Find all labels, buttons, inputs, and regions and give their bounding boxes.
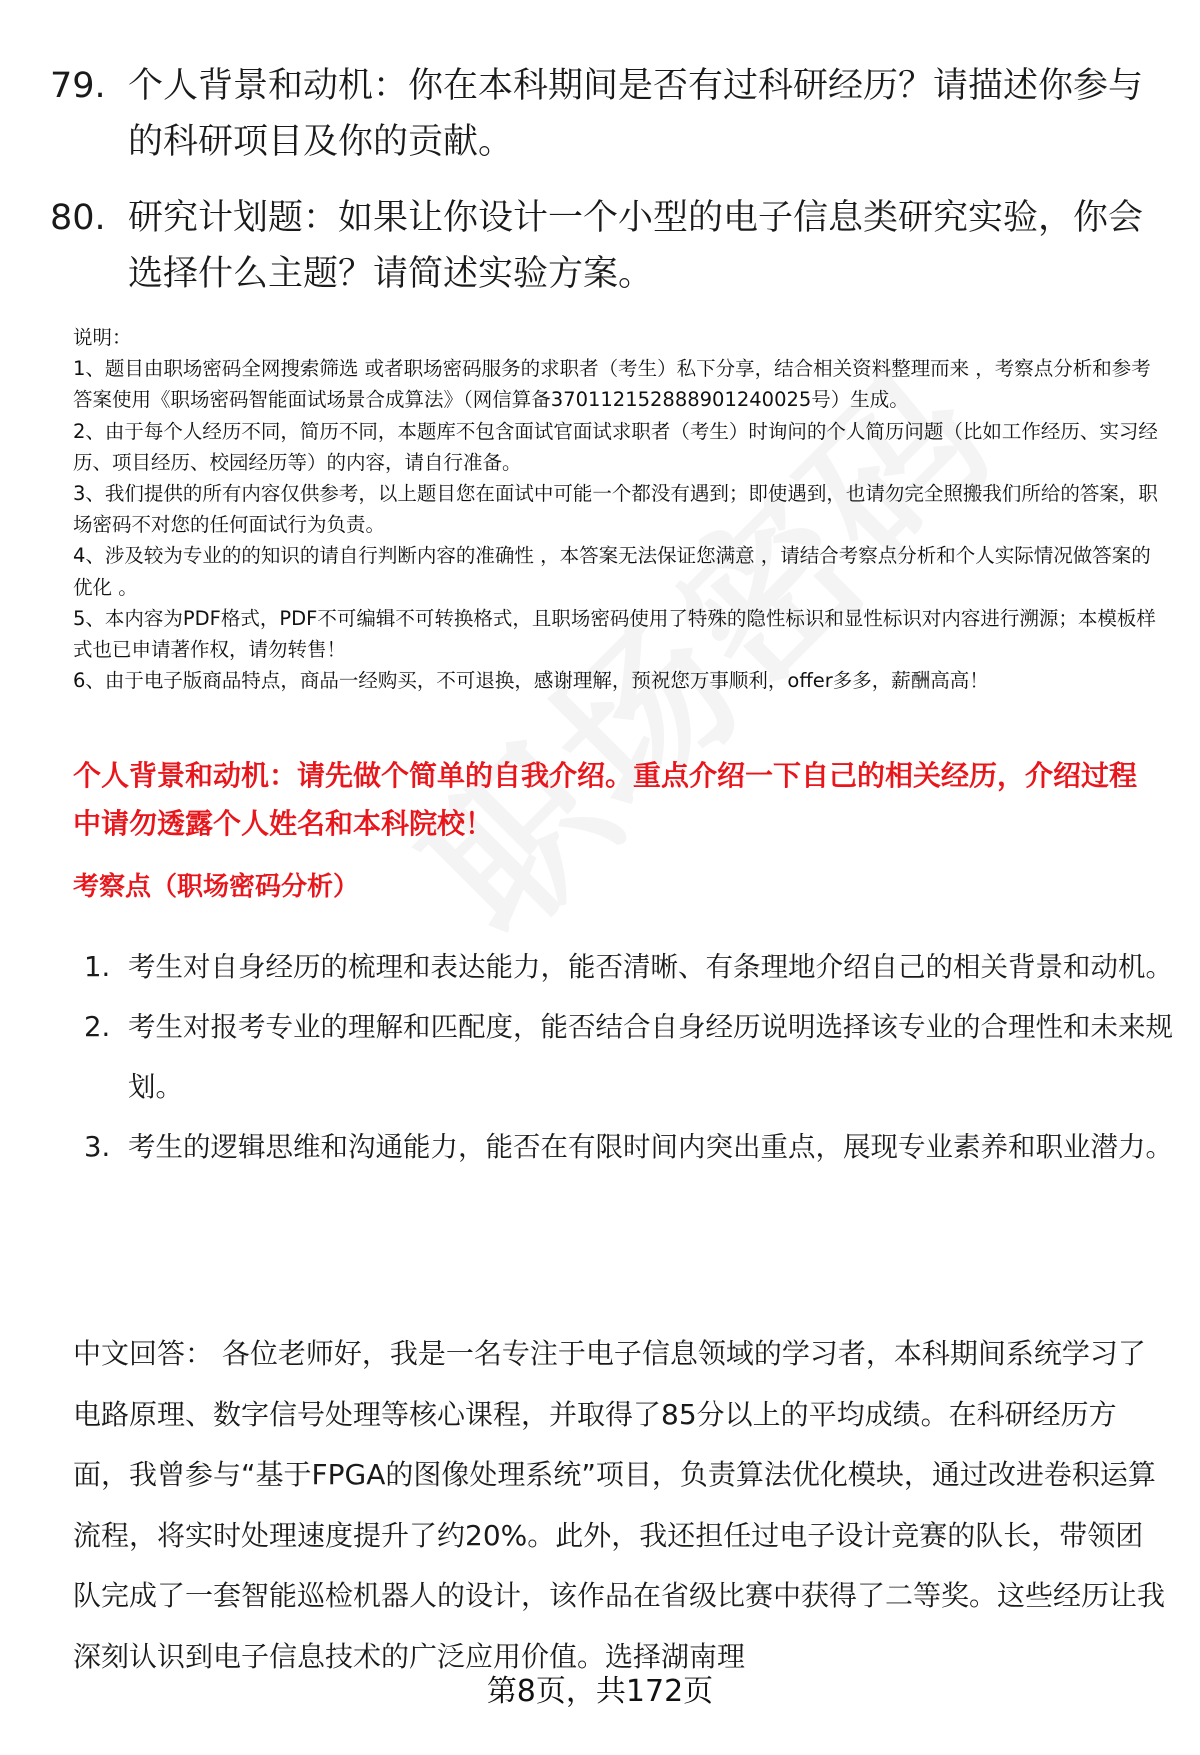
note-item: 2、由于每个人经历不同，简历不同，本题库不包含面试官面试求职者（考生）时询问的个人简历问题（比如工作经历、实习经历、项目经历、校园经历等）的内容，请自行准备。 [73,419,1158,474]
note-item: 5、本内容为PDF格式，PDF不可编辑不可转换格式，且职场密码使用了特殊的隐性标识和显性标识对内容进行溯源；本模板样式也已申请著作权，请勿转售！ [73,606,1156,662]
point-text: 考生对报考专业的理解和匹配度，能否结合自身经历说明选择该专业的合理性和未来规划。 [128,1011,1173,1103]
answer-paragraph: 中文回答： 各位老师好，我是一名专注于电子信息领域的学习者，本科期间系统学习了电路原理、数字信号处理等核心课程，并取得了85分以上的平均成绩。在科研经历方面，我曾参与“基于FPGA的图像处理系统”项目，负责算法优化模块，通过改进卷积运算流程，将实时处理速度提升了约20%。此外，我还担任过电子设计竞赛的队长，带领团队完成了一套智能巡检机器人的设计，该作品在省级比赛中获得了二等奖。这些经历让我深刻认识到电子信息技术的广泛应用价值。选择湖南理 [73,1337,1166,1673]
question-number: 79. [50,66,106,106]
disclaimer-notes [73,322,1163,696]
point-text: 考生对自身经历的梳理和表达能力，能否清晰、有条理地介绍自己的相关背景和动机。 [128,951,1173,983]
question-79 [50,58,1160,170]
question-text: 个人背景和动机：你在本科期间是否有过科研经历？请描述你参与的科研项目及你的贡献。 [128,66,1144,162]
question-number: 80. [50,198,106,238]
point-text: 考生的逻辑思维和沟通能力，能否在有限时间内突出重点，展现专业素养和职业潜力。 [128,1131,1173,1163]
note-item: 1、题目由职场密码全网搜索筛选 或者职场密码服务的求职者（考生）私下分享，结合相关资料整理而来 ，考察点分析和参考答案使用《职场密码智能面试场景合成算法》（网信算备370112152888901240025号）生成。 [73,357,1151,412]
analysis-point [84,1117,1174,1177]
point-number: 2. [84,1011,111,1043]
point-number: 3. [84,1131,111,1163]
note-item: 4、涉及较为专业的的知识的请自行判断内容的准确性 ，本答案无法保证您满意 ，请结合考察点分析和个人实际情况做答案的优化 。 [73,544,1151,599]
section-title: 个人背景和动机：请先做个简单的自我介绍。重点介绍一下自己的相关经历，介绍过程中请勿透露个人姓名和本科院校！ [73,759,1138,840]
analysis-point [84,937,1174,997]
page-footer: 第8页，共172页 [486,1674,714,1709]
note-item: 3、我们提供的所有内容仅供参考，以上题目您在面试中可能一个都没有遇到；即使遇到，也请勿完全照搬我们所给的答案，职场密码不对您的任何面试行为负责。 [73,482,1158,537]
point-number: 1. [84,951,111,983]
question-80 [50,190,1160,302]
analysis-point [84,997,1174,1117]
note-item: 6、由于电子版商品特点，商品一经购买，不可退换，感谢理解，预祝您万事顺利，offer多多，薪酬高高！ [73,669,989,693]
notes-title: 说明： [73,326,132,349]
question-text: 研究计划题：如果让你设计一个小型的电子信息类研究实验，你会选择什么主题？请简述实验方案。 [128,198,1144,294]
analysis-title: 考察点（职场密码分析） [73,872,360,902]
analysis-points-list [84,937,1174,1177]
